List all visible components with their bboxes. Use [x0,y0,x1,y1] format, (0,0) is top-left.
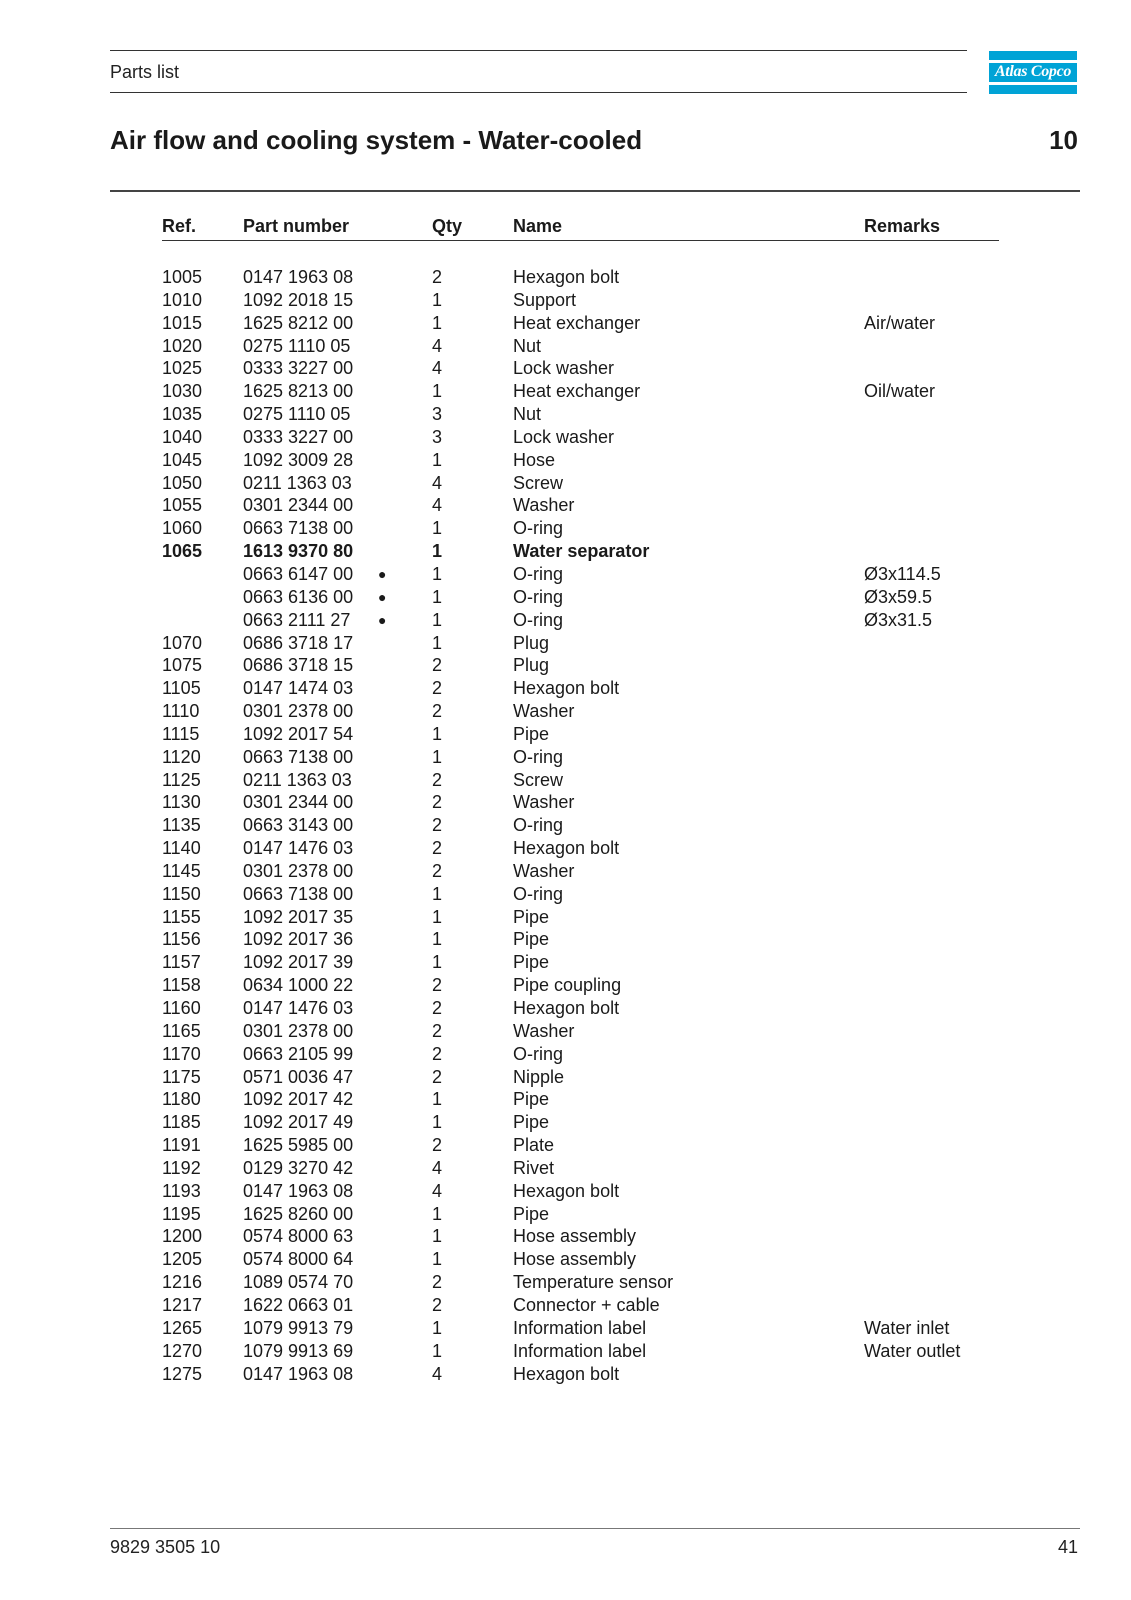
page-title: Air flow and cooling system - Water-cooled [110,125,643,155]
name-cell: Washer [513,1020,575,1041]
table-row [0,380,1131,403]
qty-cell: 3 [432,426,443,447]
table-row [0,997,1131,1020]
qty-cell: 1 [432,952,443,973]
logo-band-bottom [989,82,1077,85]
ref-cell: 1200 [162,1226,203,1247]
name-cell: Plug [513,632,550,653]
qty-cell: 1 [432,883,443,904]
name-cell: Hexagon bolt [513,678,620,699]
name-cell: Nut [513,404,542,425]
qty-cell: 4 [432,472,443,493]
qty-cell: 1 [432,1226,443,1247]
qty-cell: 1 [432,1203,443,1224]
qty-cell: 1 [432,563,443,584]
table-row [0,814,1131,837]
table-row [0,1111,1131,1134]
qty-cell: 1 [432,518,443,539]
column-header-part-number: Part number [243,216,350,236]
name-cell: O-ring [513,1043,564,1064]
part-number-cell: 0663 7138 00 [243,518,354,539]
logo-text: Atlas Copco [994,63,1072,80]
remarks-cell: Ø3x31.5 [864,609,933,630]
qty-cell: 1 [432,906,443,927]
ref-cell: 1025 [162,358,203,379]
table-row [0,928,1131,951]
ref-cell: 1045 [162,449,203,470]
part-number-cell: 1625 8212 00 [243,312,354,333]
ref-cell: 1040 [162,426,203,447]
table-row [0,472,1131,495]
remarks-cell: Air/water [864,312,936,333]
name-cell: O-ring [513,609,564,630]
part-number-cell: 0147 1474 03 [243,678,354,699]
ref-cell: 1195 [162,1203,201,1224]
table-row [0,1203,1131,1226]
table-row [0,1020,1131,1043]
part-number-cell: 0211 1363 03 [243,769,352,790]
part-number-cell: 0301 2378 00 [243,1020,354,1041]
part-number-cell: 1092 2017 36 [243,929,354,950]
name-cell: Pipe [513,723,550,744]
part-number-cell: 0663 2105 99 [243,1043,354,1064]
table-row [0,746,1131,769]
name-cell: Information label [513,1317,647,1338]
part-number-cell: 0147 1476 03 [243,998,354,1018]
table-row [0,632,1131,655]
section-number: 10 [1049,125,1078,155]
table-row [0,266,1131,289]
footer-rule [110,1528,1080,1529]
name-cell: Lock washer [513,358,615,379]
qty-cell: 2 [432,838,443,859]
ref-cell: 1015 [162,312,203,333]
parts-table [0,266,1131,1385]
part-number-cell: 0301 2378 00 [243,701,354,722]
table-row [0,1363,1131,1386]
ref-cell: 1156 [162,929,201,950]
table-row [0,1134,1131,1157]
part-number-cell: 0147 1963 08 [243,267,354,287]
name-cell: O-ring [513,883,564,904]
part-number-cell: 0686 3718 17 [243,632,354,653]
qty-cell: 1 [432,381,443,402]
ref-cell: 1158 [162,975,201,996]
qty-cell: 2 [432,1020,443,1041]
table-row [0,312,1131,335]
ref-cell: 1270 [162,1340,203,1361]
table-row [0,335,1131,358]
table-row [0,883,1131,906]
remarks-cell: Ø3x114.5 [864,563,941,584]
ref-cell: 1180 [162,1089,201,1110]
part-number-cell: 1625 8260 00 [243,1203,354,1224]
qty-cell: 2 [432,998,443,1018]
ref-cell: 1075 [162,655,203,676]
ref-cell: 1155 [162,906,201,927]
ref-cell: 1125 [162,769,201,790]
name-cell: Pipe coupling [513,975,622,996]
part-number-cell: 0663 7138 00 [243,746,354,767]
table-row [0,791,1131,814]
document-number: 9829 3505 10 [110,1537,221,1557]
header-rule-bottom [110,92,967,93]
name-cell: O-ring [513,563,564,584]
table-row [0,1317,1131,1340]
remarks-cell: Ø3x59.5 [864,586,933,607]
ref-cell: 1205 [162,1249,203,1270]
name-cell: Temperature sensor [513,1272,674,1293]
qty-cell: 4 [432,1157,443,1178]
name-cell: Hexagon bolt [513,267,620,287]
header-rule-top [110,50,967,51]
name-cell: Washer [513,860,575,881]
ref-cell: 1217 [162,1294,203,1315]
table-row [0,1294,1131,1317]
table-row [0,951,1131,974]
table-row [0,540,1131,563]
ref-cell: 1192 [162,1157,201,1178]
qty-cell: 2 [432,1066,443,1087]
ref-cell: 1170 [162,1043,201,1064]
name-cell: Nipple [513,1066,565,1087]
title-rule [110,190,1080,192]
qty-cell: 1 [432,723,443,744]
qty-cell: 1 [432,632,443,653]
part-number-cell: 1079 9913 69 [243,1340,354,1361]
qty-cell: 1 [432,449,443,470]
name-cell: Hexagon bolt [513,1180,620,1201]
ref-cell: 1110 [162,701,200,722]
table-row [0,654,1131,677]
table-row [0,1180,1131,1203]
part-number-cell: 1092 3009 28 [243,449,354,470]
part-number-cell: 0634 1000 22 [243,975,354,996]
spare-part-marker: ● [378,611,387,628]
part-number-cell: 0663 6147 00 [243,563,354,584]
part-number-cell: 1622 0663 01 [243,1294,354,1315]
part-number-cell: 0147 1963 08 [243,1363,354,1384]
qty-cell: 3 [432,404,443,425]
table-row [0,1340,1131,1363]
ref-cell: 1115 [162,723,200,744]
table-row [0,906,1131,929]
part-number-cell: 0663 2111 27 [243,609,351,630]
ref-cell: 1135 [162,815,201,836]
qty-cell: 4 [432,495,443,516]
qty-cell: 2 [432,1043,443,1064]
part-number-cell: 0275 1110 05 [243,335,351,356]
table-row [0,289,1131,312]
ref-cell: 1050 [162,472,203,493]
part-number-cell: 0147 1476 03 [243,838,354,859]
qty-cell: 1 [432,541,443,562]
part-number-cell: 0663 3143 00 [243,815,354,836]
table-row [0,1248,1131,1271]
name-cell: Connector + cable [513,1294,660,1315]
name-cell: Hexagon bolt [513,998,620,1018]
ref-cell: 1145 [162,860,201,881]
ref-cell: 1275 [162,1363,203,1384]
qty-cell: 2 [432,1294,443,1315]
part-number-cell: 1092 2017 49 [243,1112,354,1133]
table-row [0,974,1131,997]
qty-cell: 2 [432,267,443,287]
qty-cell: 2 [432,655,443,676]
ref-cell: 1185 [162,1112,201,1133]
ref-cell: 1191 [162,1135,201,1156]
qty-cell: 1 [432,1089,443,1110]
ref-cell: 1193 [162,1180,201,1201]
part-number-cell: 0663 7138 00 [243,883,354,904]
name-cell: Hexagon bolt [513,1363,620,1384]
name-cell: Washer [513,701,575,722]
qty-cell: 1 [432,312,443,333]
header-label: Parts list [110,62,180,82]
name-cell: O-ring [513,746,564,767]
qty-cell: 2 [432,975,443,996]
part-number-cell: 0147 1963 08 [243,1180,354,1201]
qty-cell: 1 [432,609,443,630]
name-cell: Pipe [513,929,550,950]
ref-cell: 1070 [162,632,203,653]
name-cell: Nut [513,335,542,356]
qty-cell: 4 [432,1180,443,1201]
name-cell: Rivet [513,1157,555,1178]
remarks-cell: Water outlet [864,1340,961,1361]
qty-cell: 1 [432,746,443,767]
table-row [0,426,1131,449]
ref-cell: 1065 [162,541,203,562]
qty-cell: 1 [432,929,443,950]
qty-cell: 4 [432,1363,443,1384]
spare-part-marker: ● [378,588,387,605]
part-number-cell: 0574 8000 63 [243,1226,354,1247]
ref-cell: 1157 [162,952,201,973]
part-number-cell: 1092 2017 54 [243,723,354,744]
ref-cell: 1055 [162,495,203,516]
atlas-copco-logo [989,51,1077,94]
table-row [0,517,1131,540]
qty-cell: 2 [432,860,443,881]
table-row [0,449,1131,472]
ref-cell: 1120 [162,746,201,767]
name-cell: Lock washer [513,426,615,447]
name-cell: Plate [513,1135,555,1156]
ref-cell: 1165 [162,1020,201,1041]
qty-cell: 2 [432,701,443,722]
ref-cell: 1060 [162,518,203,539]
table-row [0,860,1131,883]
ref-cell: 1130 [162,792,201,813]
part-number-cell: 0301 2378 00 [243,860,354,881]
ref-cell: 1160 [162,998,201,1018]
table-row [0,837,1131,860]
ref-cell: 1265 [162,1317,203,1338]
qty-cell: 1 [432,289,443,310]
name-cell: Pipe [513,906,550,927]
ref-cell: 1005 [162,267,203,287]
name-cell: Hose assembly [513,1249,637,1270]
qty-cell: 4 [432,335,443,356]
table-row [0,357,1131,380]
qty-cell: 2 [432,769,443,790]
ref-cell: 1216 [162,1272,203,1293]
table-row [0,1225,1131,1248]
qty-cell: 1 [432,1340,443,1361]
part-number-cell: 0686 3718 15 [243,655,354,676]
name-cell: Screw [513,769,564,790]
column-header-remarks: Remarks [864,216,941,236]
part-number-cell: 0571 0036 47 [243,1066,354,1087]
table-row [0,609,1131,632]
name-cell: Hexagon bolt [513,838,620,859]
part-number-cell: 1092 2018 15 [243,289,354,310]
name-cell: Pipe [513,1089,550,1110]
name-cell: Heat exchanger [513,312,641,333]
table-row [0,677,1131,700]
table-row [0,563,1131,586]
part-number-cell: 0301 2344 00 [243,792,354,813]
spare-part-marker: ● [378,565,387,582]
name-cell: Pipe [513,952,550,973]
part-number-cell: 1625 5985 00 [243,1135,354,1156]
name-cell: O-ring [513,518,564,539]
name-cell: Heat exchanger [513,381,641,402]
name-cell: Washer [513,792,575,813]
name-cell: Water separator [513,541,650,562]
part-number-cell: 0333 3227 00 [243,426,354,447]
name-cell: Screw [513,472,564,493]
table-row [0,586,1131,609]
remarks-cell: Water inlet [864,1317,950,1338]
qty-cell: 4 [432,358,443,379]
name-cell: Information label [513,1340,647,1361]
qty-cell: 1 [432,586,443,607]
part-number-cell: 1092 2017 39 [243,952,354,973]
column-header-ref: Ref. [162,216,197,236]
part-number-cell: 0211 1363 03 [243,472,352,493]
ref-cell: 1030 [162,381,203,402]
part-number-cell: 1089 0574 70 [243,1272,354,1293]
qty-cell: 1 [432,1249,443,1270]
ref-cell: 1105 [162,678,201,699]
qty-cell: 2 [432,792,443,813]
table-row [0,1043,1131,1066]
ref-cell: 1035 [162,404,203,425]
table-row [0,494,1131,517]
part-number-cell: 0663 6136 00 [243,586,354,607]
part-number-cell: 1613 9370 80 [243,541,354,562]
name-cell: Washer [513,495,575,516]
part-number-cell: 1092 2017 35 [243,906,354,927]
name-cell: Pipe [513,1203,550,1224]
table-header-rule [162,240,999,241]
ref-cell: 1150 [162,883,201,904]
part-number-cell: 0275 1110 05 [243,404,351,425]
part-number-cell: 0129 3270 42 [243,1157,354,1178]
ref-cell: 1140 [162,838,201,859]
part-number-cell: 0333 3227 00 [243,358,354,379]
table-row [0,1157,1131,1180]
ref-cell: 1175 [162,1066,201,1087]
part-number-cell: 1079 9913 79 [243,1317,354,1338]
table-row [0,1088,1131,1111]
name-cell: O-ring [513,586,564,607]
name-cell: Pipe [513,1112,550,1133]
name-cell: Hose [513,449,556,470]
column-header-name: Name [513,216,563,236]
name-cell: O-ring [513,815,564,836]
page-number: 41 [1057,1537,1078,1557]
qty-cell: 2 [432,1272,443,1293]
ref-cell: 1010 [162,289,203,310]
name-cell: Plug [513,655,550,676]
part-number-cell: 1092 2017 42 [243,1089,354,1110]
name-cell: Support [513,289,577,310]
table-row [0,700,1131,723]
table-row [0,403,1131,426]
qty-cell: 2 [432,678,443,699]
qty-cell: 2 [432,1135,443,1156]
remarks-cell: Oil/water [864,381,936,402]
table-row [0,1271,1131,1294]
part-number-cell: 1625 8213 00 [243,381,354,402]
part-number-cell: 0574 8000 64 [243,1249,354,1270]
qty-cell: 2 [432,815,443,836]
qty-cell: 1 [432,1112,443,1133]
qty-cell: 1 [432,1317,443,1338]
column-header-qty: Qty [432,216,463,236]
table-row [0,723,1131,746]
name-cell: Hose assembly [513,1226,637,1247]
table-row [0,769,1131,792]
part-number-cell: 0301 2344 00 [243,495,354,516]
table-row [0,1066,1131,1089]
ref-cell: 1020 [162,335,203,356]
